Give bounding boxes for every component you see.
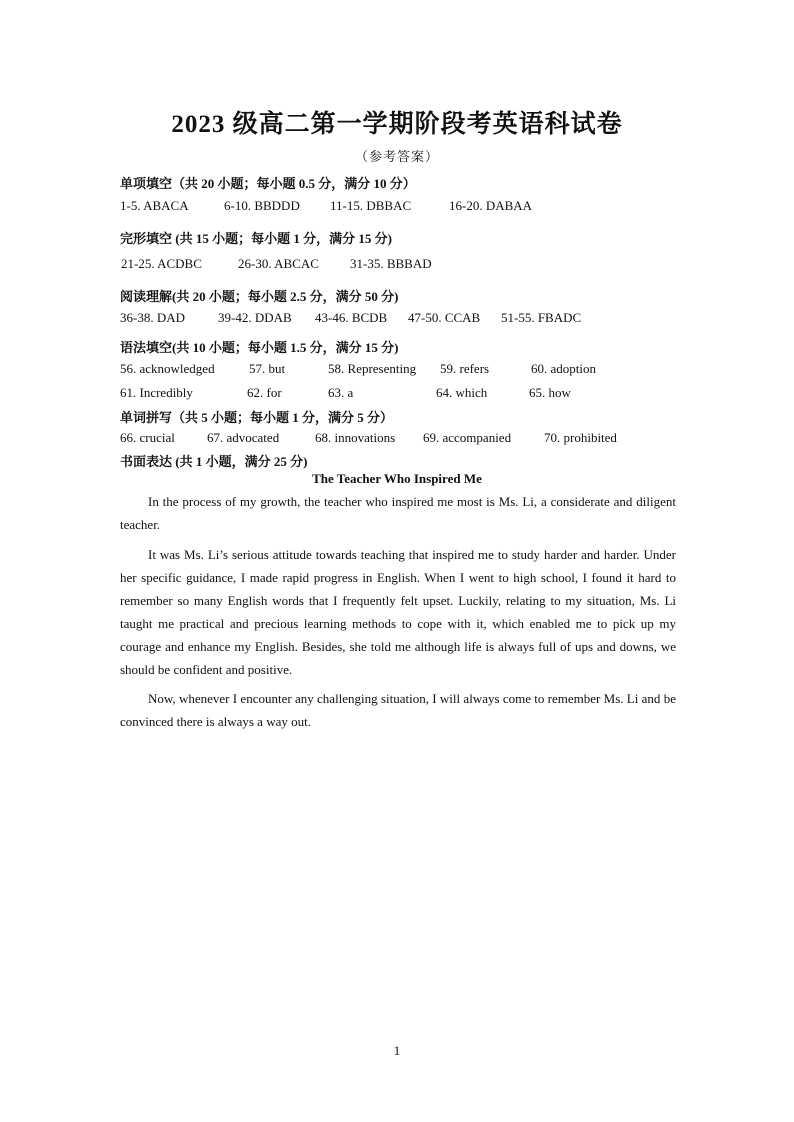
answer-item: 65. how: [529, 385, 571, 400]
section-heading-spelling: 单词拼写（共 5 小题；每小题 1 分，满分 5 分）: [120, 410, 394, 425]
answer-item: 60. adoption: [531, 361, 596, 376]
answer-item: 61. Incredibly: [120, 385, 193, 400]
section-heading-single-choice: 单项填空（共 20 小题；每小题 0.5 分，满分 10 分）: [120, 176, 416, 191]
answer-item: 63. a: [328, 385, 354, 400]
answer-item: 70. prohibited: [544, 430, 617, 445]
answer-item: 21-25. ACDBC: [121, 256, 202, 271]
section-heading-reading: 阅读理解(共 20 小题；每小题 2.5 分，满分 50 分): [120, 289, 399, 304]
answer-item: 43-46. BCDB: [315, 310, 388, 325]
answer-item: 62. for: [247, 385, 282, 400]
essay-paragraph: Now, whenever I encounter any challenging situation, I will always come to remember Ms. Li and be convinced there is always a way out.: [120, 691, 676, 729]
essay-paragraph: In the process of my growth, the teacher who inspired me most is Ms. Li, a considerate and diligent teacher.: [120, 494, 676, 532]
answer-item: 67. advocated: [207, 430, 280, 445]
answer-item: 51-55. FBADC: [501, 310, 582, 325]
answer-item: 16-20. DABAA: [449, 198, 533, 213]
essay-paragraph: It was Ms. Li’s serious attitude towards teaching that inspired me to study harder and harder. Under her specific guidance, I made rapid progress in English. When I went to high school, I found it hard to remember so many English words that I frequently felt upset. Luckily, relating to my situation, Ms. Li taught me practical and precious learning methods to cope with it, which enabled me to pick up my courage and enhance my English. Besides, she told me although life is always full of ups and downs, we should be confident and positive.: [120, 547, 676, 677]
answer-item: 59. refers: [440, 361, 490, 376]
answer-item: 56. acknowledged: [120, 361, 215, 376]
answer-item: 36-38. DAD: [120, 310, 185, 325]
essay-title: The Teacher Who Inspired Me: [312, 471, 482, 486]
answer-item: 58. Representing: [328, 361, 417, 376]
answer-item: 39-42. DDAB: [218, 310, 292, 325]
answer-item: 1-5. ABACA: [120, 198, 189, 213]
section-heading-cloze: 完形填空 (共 15 小题；每小题 1 分，满分 15 分): [120, 231, 392, 246]
answer-item: 11-15. DBBAC: [330, 198, 412, 213]
answer-item: 26-30. ABCAC: [238, 256, 319, 271]
answer-item: 57. but: [249, 361, 286, 376]
answer-item: 69. accompanied: [423, 430, 512, 445]
answer-item: 68. innovations: [315, 430, 396, 445]
section-heading-grammar: 语法填空(共 10 小题；每小题 1.5 分，满分 15 分): [120, 340, 399, 355]
answer-key-subtitle: （参考答案）: [354, 149, 439, 164]
answer-item: 64. which: [436, 385, 488, 400]
exam-title: 2023 级高二第一学期阶段考英语科试卷: [171, 111, 623, 138]
answer-item: 47-50. CCAB: [408, 310, 481, 325]
answer-item: 66. crucial: [120, 430, 175, 445]
section-heading-writing: 书面表达 (共 1 小题，满分 25 分): [120, 454, 308, 469]
answer-item: 6-10. BBDDD: [224, 198, 300, 213]
answer-item: 31-35. BBBAD: [350, 256, 432, 271]
page-number: 1: [393, 1043, 401, 1058]
